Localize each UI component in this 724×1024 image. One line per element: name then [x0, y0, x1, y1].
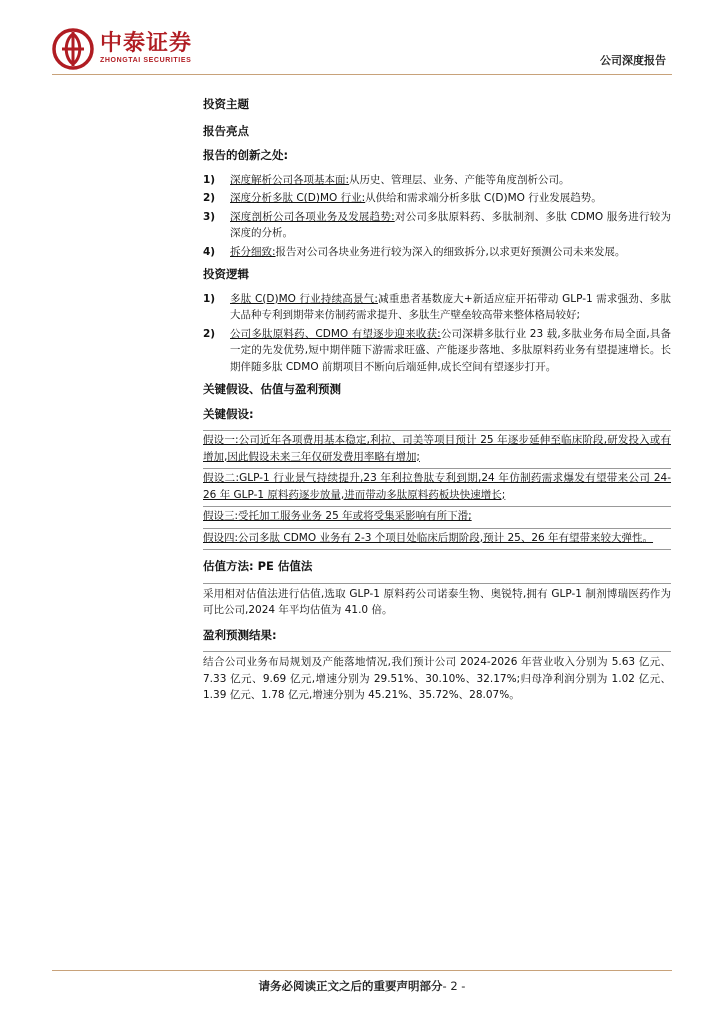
assumption-item [203, 430, 671, 465]
item-text: 减重患者基数庞大+新适应症开拓带动 GLP-1 需求强劲、多肽大品种专利到期带来仿制药需求提升、多肽生产壁垒较高带来整体格局较好; [230, 292, 671, 321]
header-divider [52, 74, 672, 75]
section-title-highlights: 报告亮点 [203, 123, 249, 138]
item-lead: 深度解析公司各项基本面: [230, 173, 350, 186]
item-text: 从历史、管理层、业务、产能等角度剖析公司。 [349, 173, 570, 186]
page-number: - 2 - [442, 979, 466, 993]
item-lead: 深度分析多肽 C(D)MO 行业: [230, 192, 366, 204]
valuation-heading: 估值方法: PE 估值法 [203, 559, 313, 573]
footer-disclaimer: 请务必阅读正文之后的重要声明部分 [258, 979, 443, 993]
item-number: 4) [203, 245, 216, 258]
item-number: 2) [203, 327, 216, 340]
valuation-paragraph: 采用相对估值法进行估值,选取 GLP-1 原料药公司诺泰生物、奥锐特,拥有 GLP-1 制剂博瑞医药作为可比公司,2024 年平均估值为 41.0 倍。 [203, 583, 671, 619]
company-logo [52, 28, 192, 70]
list-item [203, 244, 671, 261]
report-type-label: 公司深度报告 [600, 54, 666, 67]
item-number: 2) [203, 192, 216, 204]
assumption-item [203, 506, 671, 525]
logic-list [203, 291, 671, 376]
assumption-item [203, 468, 671, 503]
forecast-paragraph: 结合公司业务布局规划及产能落地情况,我们预计公司 2024-2026 年营业收入分别为 5.63 亿元、7.33 亿元、9.69 亿元,增速分别为 29.51%、30.10%、32.17%;归母净利润分别为 1.02 亿元、1.39 亿元、1.78 亿元,增速分别为 45.21%、35.72%、28.07%。 [203, 651, 671, 704]
item-text: 对公司多肽原料药、多肽制剂、多肽 CDMO 服务进行较为深度的分析。 [230, 210, 671, 239]
assumption-text: 受托加工服务业务 25 年或将受集采影响有所下滑; [238, 510, 472, 522]
assumption-lead: 假设三: [203, 510, 239, 522]
section-title-investment-theme: 投资主题 [203, 97, 249, 111]
forecast-heading: 盈利预测结果: [203, 627, 277, 642]
assumptions-subheading: 关键假设: [203, 406, 254, 421]
assumption-lead: 假设二: [203, 472, 240, 484]
item-number: 3) [203, 210, 216, 223]
footer-divider [52, 970, 672, 971]
innovation-heading: 报告的创新之处: [203, 148, 289, 162]
logo-en-text: ZHONGTAI SECURITIES [100, 57, 192, 64]
list-item [203, 209, 671, 242]
list-item [203, 190, 671, 207]
assumptions-list [203, 430, 671, 550]
item-lead: 拆分细致: [230, 245, 276, 258]
page-footer [0, 978, 724, 994]
item-number: 1) [203, 292, 216, 305]
item-text: 报告对公司各块业务进行较为深入的细致拆分,以求更好预测公司未来发展。 [275, 245, 626, 258]
assumption-lead: 假设四: [203, 531, 239, 544]
list-item [203, 291, 671, 324]
innovation-list [203, 172, 671, 261]
main-content [203, 96, 671, 712]
item-number: 1) [203, 173, 216, 186]
assumption-lead: 假设一: [203, 434, 239, 446]
list-item [203, 326, 671, 376]
assumption-text: GLP-1 行业景气持续提升,23 年利拉鲁肽专利到期,24 年仿制药需求爆发有望带来公司 24-26 年 GLP-1 原料药逐步放量,进而带动多肽原料药板块快速增长; [203, 472, 672, 501]
zhongtai-logo-icon [52, 28, 94, 70]
assumption-text: 公司多肽 CDMO 业务有 2-3 个项目处临床后期阶段,预计 25、26 年有望带来较大弹性。 [238, 531, 654, 544]
item-text: 从供给和需求端分析多肽 C(D)MO 行业发展趋势。 [365, 192, 602, 204]
assumption-item [203, 528, 671, 547]
logo-cn-text: 中泰证券 [100, 31, 193, 56]
item-lead: 深度剖析公司各项业务及发展趋势: [230, 210, 395, 223]
list-item [203, 172, 671, 189]
assumption-text: 公司近年各项费用基本稳定,利拉、司美等项目预计 25 年逐步延伸至临床阶段,研发投入或有增加,因此假设未来三年仅研发费用率略有增加; [203, 434, 671, 463]
page-header [0, 0, 724, 80]
item-text: 公司深耕多肽行业 23 载,多肽业务布局全面,具备一定的先发优势,短中期伴随下游需求旺盛、产能逐步落地、多肽原料药业务有望提速增长。长期伴随多肽 CDMO 前期项目不断向后端延伸,成长空间有望逐步打开。 [230, 327, 671, 373]
item-lead: 公司多肽原料药、CDMO 有望逐步迎来收获: [230, 327, 441, 340]
item-lead: 多肽 C(D)MO 行业持续高景气: [230, 292, 378, 305]
assumptions-heading: 关键假设、估值与盈利预测 [203, 382, 341, 396]
logic-heading: 投资逻辑 [203, 267, 249, 281]
